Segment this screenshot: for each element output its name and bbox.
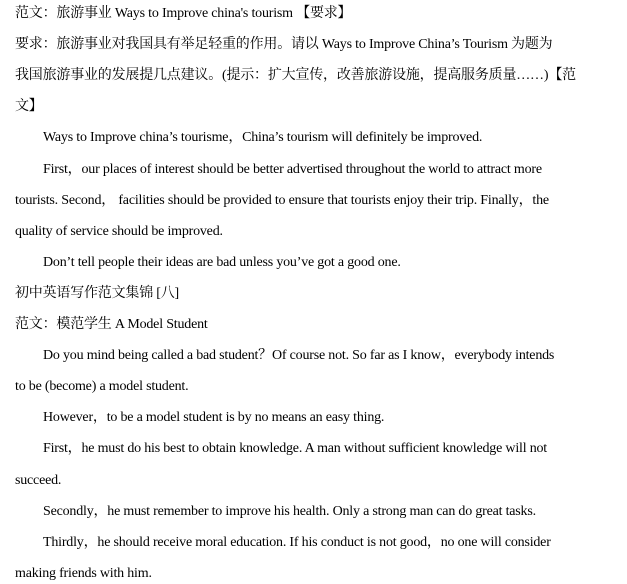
text-line: tourists. Second， facilities should be provided to ensure that tourists enjoy their trip. Finally，the [15,192,549,208]
text-line: 初中英语写作范文集锦 [八] [15,285,180,301]
text-line: Do you mind being called a bad student？Of course not. So far as I know，everybody intends [43,348,555,364]
text-line: 我国旅游事业的发展提几点建议。(提示：扩大宣传，改善旅游设施，提高服务质量……)【范 [15,68,576,84]
text-line: succeed. [15,472,62,488]
text-line: quality of service should be improved. [15,223,223,239]
text-line: 要求：旅游事业对我国具有举足轻重的作用。请以 Ways to Improve China’s Tourism 为题为 [15,37,553,53]
text-line: Ways to Improve china’s tourisme，China’s tourism will definitely be improved. [43,130,483,146]
text-line: making friends with him. [15,565,152,581]
text-line: Secondly，he must remember to improve his health. Only a strong man can do great tasks. [43,503,536,519]
text-line: Thirdly，he should receive moral education. If his conduct is not good，no one will consider [43,534,551,550]
text-line: First，he must do his best to obtain knowledge. A man without sufficient knowledge will not [43,441,547,457]
text-line: 文】 [15,99,43,115]
text-line: Don’t tell people their ideas are bad unless you’ve got a good one. [43,254,401,270]
text-line: First，our places of interest should be better advertised throughout the world to attract more [43,161,542,177]
text-line: 范文：旅游事业 Ways to Improve china's tourism 【要求】 [15,6,352,21]
text-line: to be (become) a model student. [15,379,189,395]
text-line: 范文：模范学生 A Model Student [15,317,208,332]
text-line: However，to be a model student is by no means an easy thing. [43,410,385,426]
